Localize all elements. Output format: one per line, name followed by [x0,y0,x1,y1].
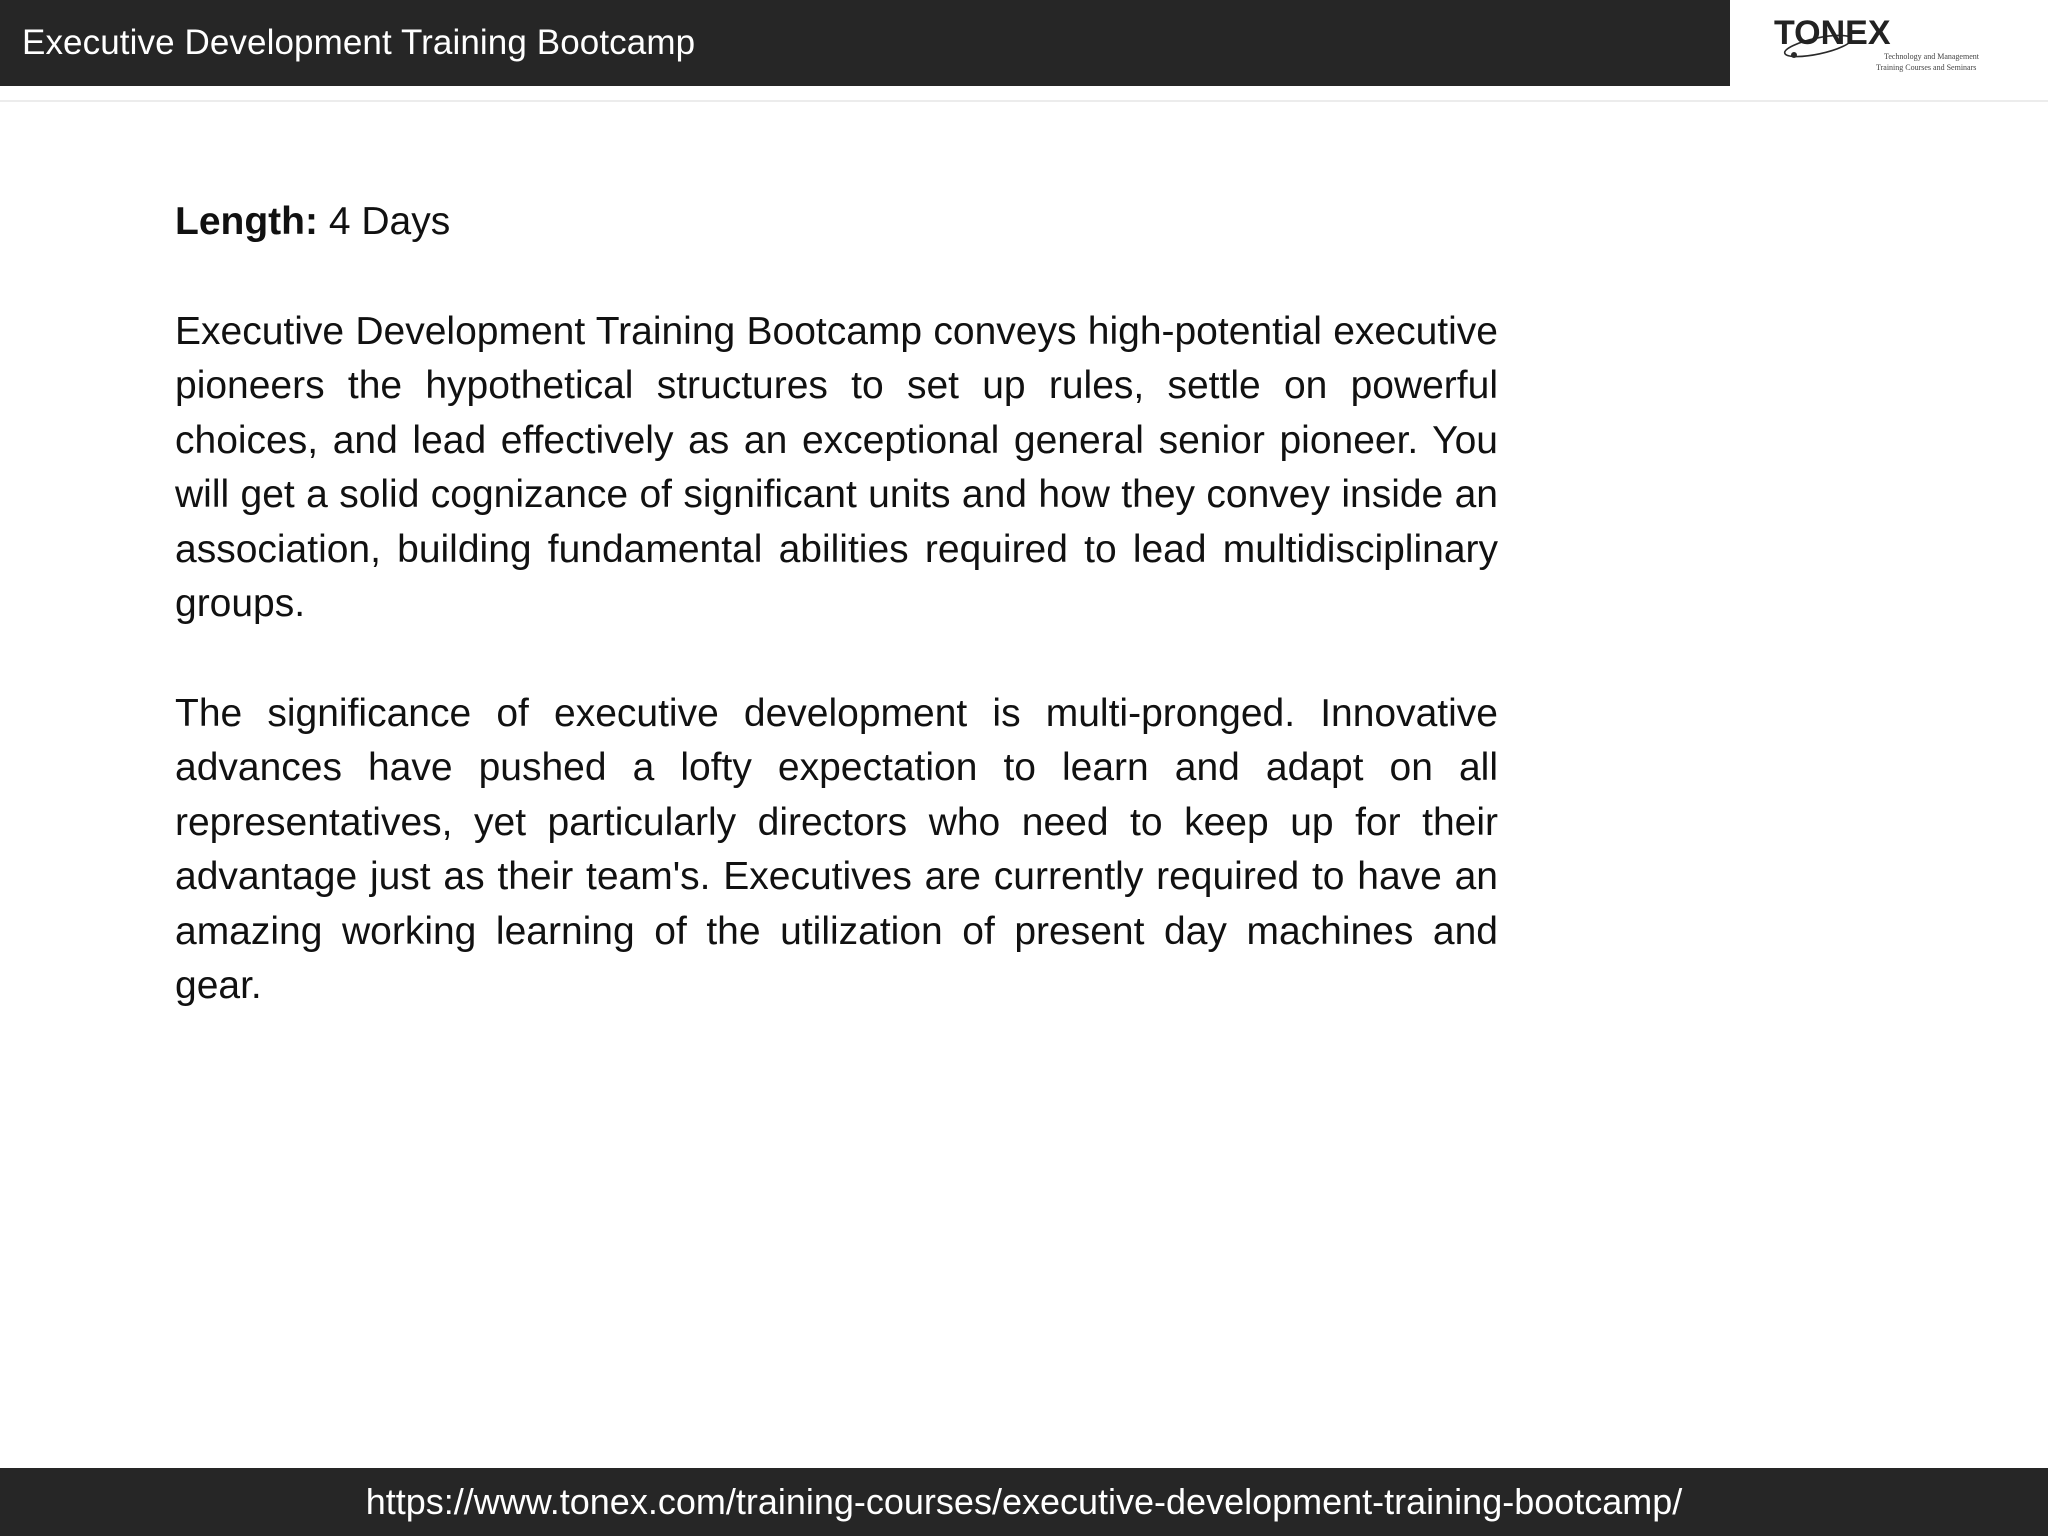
slide-body [175,195,1498,1069]
logo-tagline-2: Training Courses and Seminars [1876,63,1977,72]
logo-brand-text: TONEX [1774,14,1891,52]
header-bar [0,0,1730,86]
slide-title: Executive Development Training Bootcamp [22,23,696,62]
header-divider [0,100,2048,102]
footer-bar [0,1468,2048,1536]
length-value: 4 Days [328,200,451,243]
tonex-logo-icon [1772,8,2012,84]
tonex-logo [1730,0,2048,100]
description-paragraph-1: Executive Development Training Bootcamp conveys high-potential executive pioneers the hypothetical structures to set up rules, settle on powerful choices, and lead effectively as an exceptional general senior pioneer. You will get a solid cognizance of significant units and how they convey inside an association, building fundamental abilities required to lead multidisciplinary groups. [175,309,1498,625]
course-url-link[interactable]: https://www.tonex.com/training-courses/executive-development-training-bootcamp/ [365,1481,1683,1522]
length-label: Length: [175,200,318,243]
course-length [175,195,1498,250]
logo-tagline-1: Technology and Management [1884,52,1979,61]
description-paragraph-2: The significance of executive development is multi-pronged. Innovative advances have pushed a lofty expectation to learn and adapt on all representatives, yet particularly directors who need to keep up for their advantage just as their team's. Executives are currently required to have an amazing working learning of the utilization of present day machines and gear. [175,691,1498,1007]
